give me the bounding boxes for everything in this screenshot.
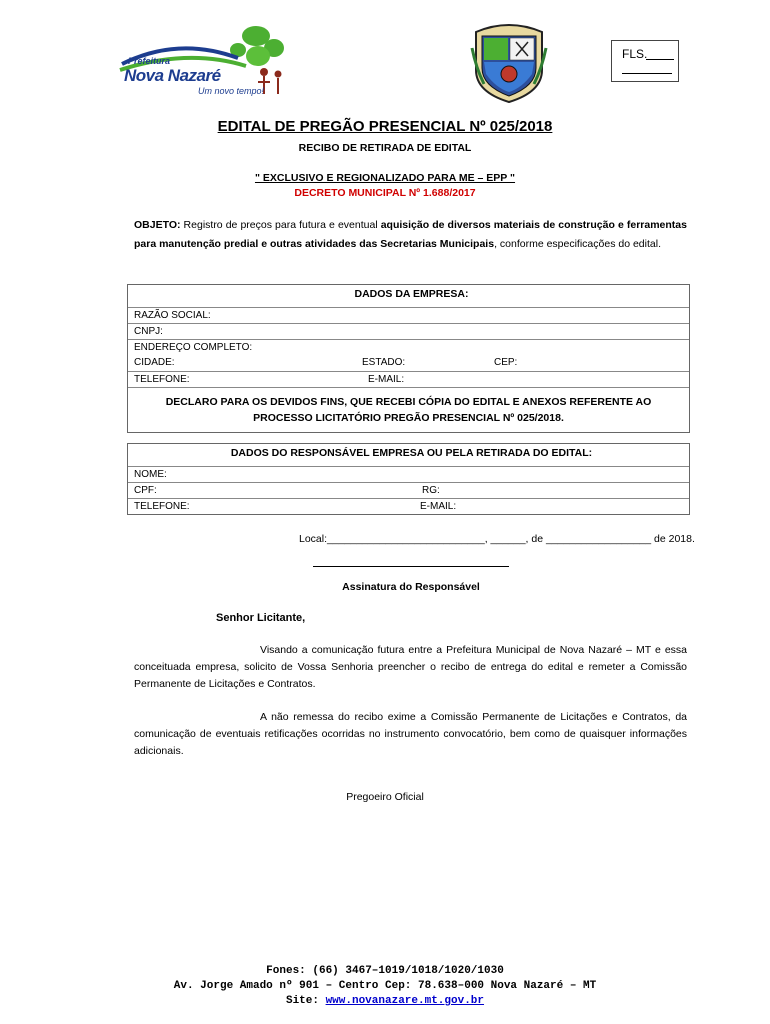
- empresa-header: DADOS DA EMPRESA:: [354, 288, 469, 300]
- footer-site-label: Site:: [285, 995, 326, 1007]
- objeto-text-2: , conforme especificações do edital.: [494, 238, 661, 250]
- cpf-row[interactable]: [128, 482, 689, 498]
- empresa-table: [127, 284, 690, 433]
- estado-label: ESTADO:: [362, 357, 406, 368]
- decree-notice: DECRETO MUNICIPAL Nº 1.688/2017: [294, 187, 476, 199]
- local-date-line[interactable]: Local:___________________________, ______, de __________________ de 2018.: [299, 533, 695, 545]
- objeto-paragraph: [134, 216, 687, 254]
- telefone-label: TELEFONE:: [134, 374, 190, 385]
- footer-address: Av. Jorge Amado nº 901 – Centro Cep: 78.638–000 Nova Nazaré – MT: [173, 980, 597, 992]
- responsavel-table: [127, 443, 690, 515]
- paragraph-1: Visando a comunicação futura entre a Prefeitura Municipal de Nova Nazaré – MT e essa conceituada empresa, solicito de Vossa Senhoria preencher o recibo de entrega do edital e remeter a Comissão Permanente de Licitações e Contratos.: [134, 644, 687, 690]
- logo-slogan: Um novo tempo!: [198, 86, 265, 96]
- logo-prefix: Prefeitura: [128, 56, 171, 66]
- cep-label: CEP:: [494, 357, 518, 368]
- declaration-text: DECLARO PARA OS DEVIDOS FINS, QUE RECEBI CÓPIA DO EDITAL E ANEXOS REFERENTE AO PROCESSO LICITATÓRIO PREGÃO PRESENCIAL Nº 025/2018.: [128, 387, 689, 432]
- objeto-text-bold: aquisição de diversos materiais de construção e ferramentas para manutenção predial e outras atividades das Secretarias Municipais: [134, 219, 687, 250]
- fls-line: [622, 73, 672, 74]
- page-subtitle: RECIBO DE RETIRADA DE EDITAL: [298, 142, 472, 154]
- fls-label: FLS.: [622, 47, 648, 61]
- email-resp-label: E-MAIL:: [420, 501, 457, 512]
- footer-site: [0, 994, 770, 1009]
- footer-phones: Fones: (66) 3467–1019/1018/1020/1030: [266, 965, 504, 977]
- razao-social-field[interactable]: [128, 307, 689, 323]
- footer-site-link[interactable]: www.novanazare.mt.gov.br: [325, 995, 485, 1007]
- municipal-crest: [470, 18, 548, 104]
- razao-social-label: RAZÃO SOCIAL:: [134, 310, 211, 321]
- paragraph-2: A não remessa do recibo exime a Comissão Permanente de Licitações e Contratos, da comunicação de eventuais retificações ocorridas no instrumento convocatório, bem como de quaisquer informações adicionais.: [134, 711, 687, 757]
- objeto-label: OBJETO:: [134, 219, 181, 231]
- endereco-label: ENDEREÇO COMPLETO:: [134, 342, 253, 353]
- prefeitura-logo: [118, 22, 288, 106]
- objeto-text-1: Registro de preços para futura e eventual: [180, 219, 381, 231]
- endereco-field[interactable]: [128, 339, 689, 355]
- page-title: EDITAL DE PREGÃO PRESENCIAL Nº 025/2018: [217, 118, 553, 135]
- cpf-label: CPF:: [134, 485, 157, 496]
- cnpj-field[interactable]: [128, 323, 689, 339]
- signature-label: Assinatura do Responsável: [342, 581, 480, 593]
- telefone-row[interactable]: [128, 371, 689, 387]
- exclusive-notice: " EXCLUSIVO E REGIONALIZADO PARA ME – EPP ": [254, 172, 516, 184]
- logo-name: Nova Nazaré: [124, 66, 221, 85]
- cnpj-label: CNPJ:: [134, 326, 163, 337]
- crest-icon: [470, 18, 548, 104]
- rg-label: RG:: [422, 485, 440, 496]
- cidade-row[interactable]: [128, 355, 689, 371]
- responsavel-header: DADOS DO RESPONSÁVEL EMPRESA OU PELA RETIRADA DO EDITAL:: [230, 447, 593, 459]
- cidade-label: CIDADE:: [134, 357, 175, 368]
- fls-line: [646, 59, 674, 60]
- nome-field[interactable]: [128, 466, 689, 482]
- pregoeiro-label: Pregoeiro Oficial: [346, 791, 424, 803]
- salutation: Senhor Licitante,: [216, 612, 306, 624]
- telefone-resp-row[interactable]: [128, 498, 689, 514]
- email-label: E-MAIL:: [368, 374, 405, 385]
- nome-label: NOME:: [134, 469, 167, 480]
- fls-box: [611, 40, 679, 82]
- signature-line[interactable]: [313, 566, 509, 567]
- telefone-resp-label: TELEFONE:: [134, 501, 190, 512]
